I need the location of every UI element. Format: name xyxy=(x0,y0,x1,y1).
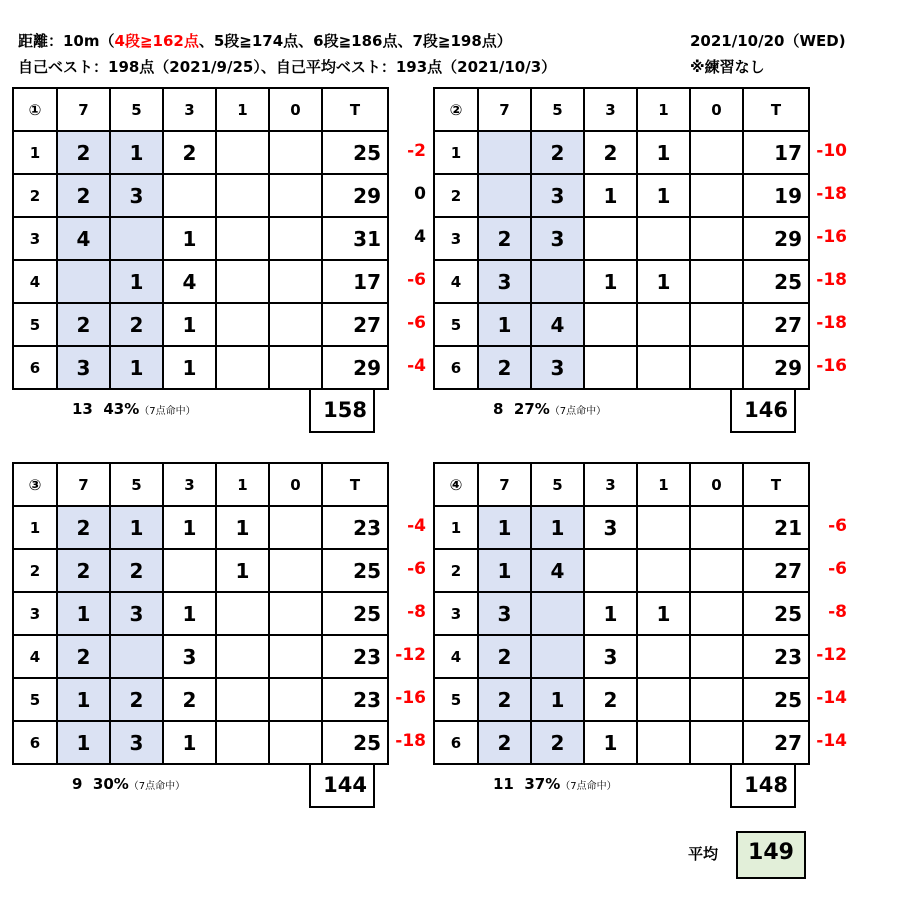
end-number: 6 xyxy=(434,721,478,764)
rank-4-threshold: 4段≧162点 xyxy=(114,32,199,50)
end-row xyxy=(434,260,809,303)
end-number: 6 xyxy=(13,721,57,764)
end-row xyxy=(13,303,388,346)
date-label: 2021/10/20（WED) xyxy=(690,32,846,50)
end-total: 31 xyxy=(322,217,388,260)
hit-count-cell: 2 xyxy=(584,678,637,721)
practice-note: ※練習なし xyxy=(690,58,765,76)
hit-count-cell xyxy=(216,635,269,678)
round-total: 146 xyxy=(730,389,796,433)
hit-count-cell: 1 xyxy=(637,592,690,635)
score-diff: -18 xyxy=(816,313,847,333)
hit-count-cell xyxy=(216,346,269,389)
end-row xyxy=(13,721,388,764)
end-total: 27 xyxy=(743,549,809,592)
hit-count-cell: 1 xyxy=(216,506,269,549)
end-total: 25 xyxy=(322,131,388,174)
diff-column xyxy=(378,505,426,763)
hit-count-cell xyxy=(269,592,322,635)
distance-line xyxy=(18,30,512,51)
column-header: 7 xyxy=(478,463,531,506)
score-diff: -16 xyxy=(395,688,426,708)
end-total: 25 xyxy=(743,592,809,635)
hit-count-cell: 1 xyxy=(637,131,690,174)
end-row xyxy=(434,346,809,389)
hit-count-cell xyxy=(637,217,690,260)
score-diff: -6 xyxy=(828,559,847,579)
hit-count-cell: 1 xyxy=(163,506,216,549)
hit-count-cell: 1 xyxy=(110,346,163,389)
hit-summary xyxy=(493,775,617,793)
hit-count-cell xyxy=(216,721,269,764)
hit-count-cell: 3 xyxy=(531,174,584,217)
hit-count-cell: 1 xyxy=(531,678,584,721)
end-total: 29 xyxy=(743,217,809,260)
end-total: 25 xyxy=(743,678,809,721)
end-total: 29 xyxy=(743,346,809,389)
column-header: 3 xyxy=(584,88,637,131)
round-total: 144 xyxy=(309,764,375,808)
hit-count-cell: 1 xyxy=(216,549,269,592)
hit-count-cell: 3 xyxy=(110,174,163,217)
hit-count-cell: 2 xyxy=(57,303,110,346)
column-header: T xyxy=(743,88,809,131)
end-row xyxy=(13,635,388,678)
average-value: 149 xyxy=(736,831,806,879)
end-row xyxy=(434,549,809,592)
round-total: 158 xyxy=(309,389,375,433)
hit-count-cell xyxy=(531,592,584,635)
hit-count-cell: 2 xyxy=(110,549,163,592)
hit-count-cell: 4 xyxy=(163,260,216,303)
scorecard-round-2 xyxy=(433,87,810,390)
score-diff: -14 xyxy=(816,688,847,708)
hit-count-cell: 1 xyxy=(163,303,216,346)
hit-count-cell: 3 xyxy=(57,346,110,389)
seven-hit-rate: 27% xyxy=(513,400,550,418)
column-header: 0 xyxy=(269,88,322,131)
column-header: 5 xyxy=(531,88,584,131)
hit-count-cell xyxy=(216,592,269,635)
end-total: 17 xyxy=(322,260,388,303)
average-label: 平均 xyxy=(688,845,719,863)
score-diff: -16 xyxy=(816,356,847,376)
hit-count-cell xyxy=(269,721,322,764)
hit-count-cell: 2 xyxy=(478,346,531,389)
hit-count-cell xyxy=(637,549,690,592)
score-diff: -16 xyxy=(816,227,847,247)
seven-hit-rate: 37% xyxy=(524,775,561,793)
column-header: 5 xyxy=(110,88,163,131)
end-row xyxy=(434,131,809,174)
end-number: 5 xyxy=(434,678,478,721)
hit-count-cell: 1 xyxy=(478,303,531,346)
hit-count-cell: 2 xyxy=(584,131,637,174)
hit-count-cell xyxy=(216,678,269,721)
end-total: 29 xyxy=(322,174,388,217)
scorecard-round-3 xyxy=(12,462,389,765)
seven-hit-note: （7点命中） xyxy=(139,406,196,417)
seven-hit-count: 13 xyxy=(72,400,93,418)
hit-count-cell xyxy=(584,549,637,592)
end-number: 1 xyxy=(13,506,57,549)
end-number: 1 xyxy=(13,131,57,174)
column-header: T xyxy=(743,463,809,506)
hit-count-cell: 2 xyxy=(57,131,110,174)
hit-count-cell xyxy=(216,174,269,217)
score-diff: -8 xyxy=(407,602,426,622)
hit-count-cell xyxy=(163,549,216,592)
hit-count-cell: 1 xyxy=(57,592,110,635)
end-number: 5 xyxy=(13,678,57,721)
column-header: 0 xyxy=(269,463,322,506)
scorecard-round-4 xyxy=(433,462,810,765)
hit-count-cell: 2 xyxy=(478,635,531,678)
end-number: 4 xyxy=(13,635,57,678)
column-header: 1 xyxy=(637,463,690,506)
end-total: 27 xyxy=(743,721,809,764)
hit-count-cell xyxy=(637,303,690,346)
hit-count-cell: 1 xyxy=(637,174,690,217)
end-total: 23 xyxy=(322,678,388,721)
column-header: 7 xyxy=(478,88,531,131)
end-number: 3 xyxy=(434,217,478,260)
end-total: 21 xyxy=(743,506,809,549)
hit-count-cell xyxy=(637,346,690,389)
end-row xyxy=(434,174,809,217)
end-number: 4 xyxy=(434,635,478,678)
round-total: 148 xyxy=(730,764,796,808)
scorecard-header-row xyxy=(13,88,388,131)
seven-hit-note: （7点命中） xyxy=(128,781,186,792)
diff-column xyxy=(799,130,847,388)
distance-prefix: 距離：10m（ xyxy=(18,32,115,50)
seven-hit-note: （7点命中） xyxy=(560,781,617,792)
hit-count-cell xyxy=(531,635,584,678)
hit-count-cell: 2 xyxy=(57,549,110,592)
hit-count-cell: 1 xyxy=(584,721,637,764)
hit-count-cell: 3 xyxy=(110,592,163,635)
seven-hit-rate: 43% xyxy=(103,400,140,418)
hit-count-cell xyxy=(584,346,637,389)
hit-count-cell: 2 xyxy=(478,721,531,764)
end-number: 6 xyxy=(434,346,478,389)
hit-count-cell: 1 xyxy=(163,346,216,389)
end-total: 25 xyxy=(322,549,388,592)
end-total: 27 xyxy=(743,303,809,346)
personal-best-line: 自己ベスト：198点（2021/9/25）、自己平均ベスト：193点（2021/10/3） xyxy=(18,58,557,76)
column-header: 0 xyxy=(690,463,743,506)
end-row xyxy=(434,217,809,260)
end-number: 2 xyxy=(13,174,57,217)
hit-count-cell xyxy=(690,506,743,549)
score-diff: -6 xyxy=(407,313,426,333)
score-diff: -12 xyxy=(395,645,426,665)
score-diff: -2 xyxy=(407,141,426,161)
column-header: 7 xyxy=(57,463,110,506)
hit-count-cell xyxy=(110,217,163,260)
hit-count-cell: 2 xyxy=(478,678,531,721)
end-row xyxy=(13,678,388,721)
hit-count-cell: 1 xyxy=(57,678,110,721)
score-diff: -6 xyxy=(828,516,847,536)
hit-count-cell: 2 xyxy=(110,303,163,346)
end-row xyxy=(13,549,388,592)
hit-count-cell xyxy=(478,174,531,217)
end-row xyxy=(13,506,388,549)
column-header: 1 xyxy=(216,88,269,131)
end-row xyxy=(13,131,388,174)
hit-count-cell: 3 xyxy=(163,635,216,678)
hit-count-cell: 1 xyxy=(531,506,584,549)
hit-count-cell xyxy=(269,506,322,549)
hit-count-cell xyxy=(690,260,743,303)
hit-count-cell: 3 xyxy=(110,721,163,764)
hit-count-cell: 2 xyxy=(57,506,110,549)
round-number: ② xyxy=(434,88,478,131)
end-row xyxy=(434,506,809,549)
end-number: 6 xyxy=(13,346,57,389)
end-total: 23 xyxy=(322,506,388,549)
hit-count-cell: 1 xyxy=(110,131,163,174)
hit-count-cell: 1 xyxy=(584,174,637,217)
hit-count-cell: 4 xyxy=(531,549,584,592)
score-diff: -18 xyxy=(395,731,426,751)
end-total: 25 xyxy=(322,592,388,635)
seven-hit-count: 9 xyxy=(72,775,83,793)
hit-count-cell xyxy=(216,303,269,346)
hit-count-cell: 1 xyxy=(57,721,110,764)
diff-column xyxy=(378,130,426,388)
column-header: 7 xyxy=(57,88,110,131)
hit-count-cell xyxy=(269,678,322,721)
diff-column xyxy=(799,505,847,763)
hit-count-cell: 1 xyxy=(584,592,637,635)
hit-count-cell xyxy=(269,174,322,217)
end-total: 29 xyxy=(322,346,388,389)
hit-count-cell: 2 xyxy=(163,678,216,721)
hit-count-cell xyxy=(690,217,743,260)
hit-count-cell xyxy=(690,346,743,389)
hit-count-cell xyxy=(269,260,322,303)
end-row xyxy=(434,678,809,721)
round-number: ④ xyxy=(434,463,478,506)
end-row xyxy=(13,592,388,635)
end-total: 17 xyxy=(743,131,809,174)
hit-count-cell: 2 xyxy=(163,131,216,174)
hit-count-cell: 4 xyxy=(531,303,584,346)
column-header: 0 xyxy=(690,88,743,131)
hit-count-cell xyxy=(269,549,322,592)
score-diff: -14 xyxy=(816,731,847,751)
hit-count-cell: 4 xyxy=(57,217,110,260)
end-total: 23 xyxy=(322,635,388,678)
end-number: 4 xyxy=(13,260,57,303)
hit-count-cell xyxy=(216,131,269,174)
column-header: 3 xyxy=(163,88,216,131)
score-diff: -18 xyxy=(816,184,847,204)
score-diff: -4 xyxy=(407,356,426,376)
end-number: 3 xyxy=(13,217,57,260)
hit-count-cell: 1 xyxy=(163,721,216,764)
seven-hit-note: （7点命中） xyxy=(549,406,607,417)
hit-summary xyxy=(72,400,196,418)
column-header: 3 xyxy=(163,463,216,506)
seven-hit-count: 8 xyxy=(493,400,504,418)
hit-count-cell xyxy=(269,131,322,174)
hit-count-cell xyxy=(216,260,269,303)
end-number: 5 xyxy=(13,303,57,346)
scorecard-header-row xyxy=(434,463,809,506)
column-header: T xyxy=(322,463,388,506)
hit-count-cell: 3 xyxy=(584,506,637,549)
end-total: 23 xyxy=(743,635,809,678)
hit-count-cell: 2 xyxy=(57,174,110,217)
hit-count-cell xyxy=(690,678,743,721)
end-total: 25 xyxy=(743,260,809,303)
end-number: 1 xyxy=(434,506,478,549)
hit-count-cell xyxy=(637,721,690,764)
hit-count-cell: 1 xyxy=(478,549,531,592)
hit-count-cell: 1 xyxy=(110,260,163,303)
scorecard-header-row xyxy=(434,88,809,131)
end-row xyxy=(434,303,809,346)
hit-count-cell xyxy=(269,346,322,389)
hit-count-cell: 1 xyxy=(163,592,216,635)
hit-count-cell xyxy=(637,678,690,721)
hit-count-cell xyxy=(269,303,322,346)
hit-count-cell: 3 xyxy=(531,346,584,389)
hit-count-cell: 1 xyxy=(478,506,531,549)
hit-count-cell xyxy=(690,549,743,592)
score-diff: -10 xyxy=(816,141,847,161)
hit-count-cell xyxy=(637,506,690,549)
end-row xyxy=(13,260,388,303)
seven-hit-count: 11 xyxy=(493,775,514,793)
hit-count-cell: 1 xyxy=(584,260,637,303)
score-diff: -6 xyxy=(407,270,426,290)
hit-count-cell xyxy=(584,303,637,346)
hit-count-cell xyxy=(690,303,743,346)
score-diff: -12 xyxy=(816,645,847,665)
round-number: ① xyxy=(13,88,57,131)
hit-summary xyxy=(72,775,185,793)
hit-count-cell: 2 xyxy=(478,217,531,260)
score-diff: -4 xyxy=(407,516,426,536)
end-row xyxy=(13,346,388,389)
end-row xyxy=(434,635,809,678)
scorecard-header-row xyxy=(13,463,388,506)
end-row xyxy=(434,592,809,635)
end-number: 1 xyxy=(434,131,478,174)
hit-count-cell: 2 xyxy=(531,721,584,764)
hit-count-cell: 3 xyxy=(531,217,584,260)
rank-thresholds: 、5段≧174点、6段≧186点、7段≧198点） xyxy=(198,32,512,50)
column-header: 5 xyxy=(110,463,163,506)
hit-count-cell xyxy=(269,217,322,260)
hit-count-cell xyxy=(110,635,163,678)
hit-count-cell: 2 xyxy=(531,131,584,174)
hit-count-cell: 2 xyxy=(57,635,110,678)
end-number: 3 xyxy=(13,592,57,635)
seven-hit-rate: 30% xyxy=(92,775,129,793)
end-row xyxy=(434,721,809,764)
end-number: 2 xyxy=(434,549,478,592)
end-number: 3 xyxy=(434,592,478,635)
hit-summary xyxy=(493,400,606,418)
hit-count-cell xyxy=(531,260,584,303)
score-diff: 4 xyxy=(414,227,426,247)
score-diff: -6 xyxy=(407,559,426,579)
column-header: 5 xyxy=(531,463,584,506)
column-header: 1 xyxy=(216,463,269,506)
end-row xyxy=(13,174,388,217)
hit-count-cell xyxy=(690,131,743,174)
score-diff: -8 xyxy=(828,602,847,622)
hit-count-cell xyxy=(216,217,269,260)
end-row xyxy=(13,217,388,260)
end-number: 2 xyxy=(434,174,478,217)
hit-count-cell xyxy=(163,174,216,217)
end-total: 19 xyxy=(743,174,809,217)
end-number: 5 xyxy=(434,303,478,346)
end-total: 27 xyxy=(322,303,388,346)
column-header: 3 xyxy=(584,463,637,506)
hit-count-cell: 1 xyxy=(637,260,690,303)
hit-count-cell: 1 xyxy=(163,217,216,260)
hit-count-cell xyxy=(478,131,531,174)
end-number: 4 xyxy=(434,260,478,303)
hit-count-cell xyxy=(269,635,322,678)
hit-count-cell: 3 xyxy=(478,260,531,303)
scorecard-round-1 xyxy=(12,87,389,390)
hit-count-cell xyxy=(690,721,743,764)
score-diff: 0 xyxy=(414,184,426,204)
hit-count-cell xyxy=(690,592,743,635)
hit-count-cell xyxy=(637,635,690,678)
hit-count-cell: 3 xyxy=(478,592,531,635)
score-diff: -18 xyxy=(816,270,847,290)
hit-count-cell: 1 xyxy=(110,506,163,549)
end-total: 25 xyxy=(322,721,388,764)
hit-count-cell xyxy=(690,174,743,217)
hit-count-cell: 3 xyxy=(584,635,637,678)
hit-count-cell xyxy=(690,635,743,678)
column-header: T xyxy=(322,88,388,131)
hit-count-cell xyxy=(584,217,637,260)
hit-count-cell xyxy=(57,260,110,303)
column-header: 1 xyxy=(637,88,690,131)
hit-count-cell: 2 xyxy=(110,678,163,721)
end-number: 2 xyxy=(13,549,57,592)
round-number: ③ xyxy=(13,463,57,506)
